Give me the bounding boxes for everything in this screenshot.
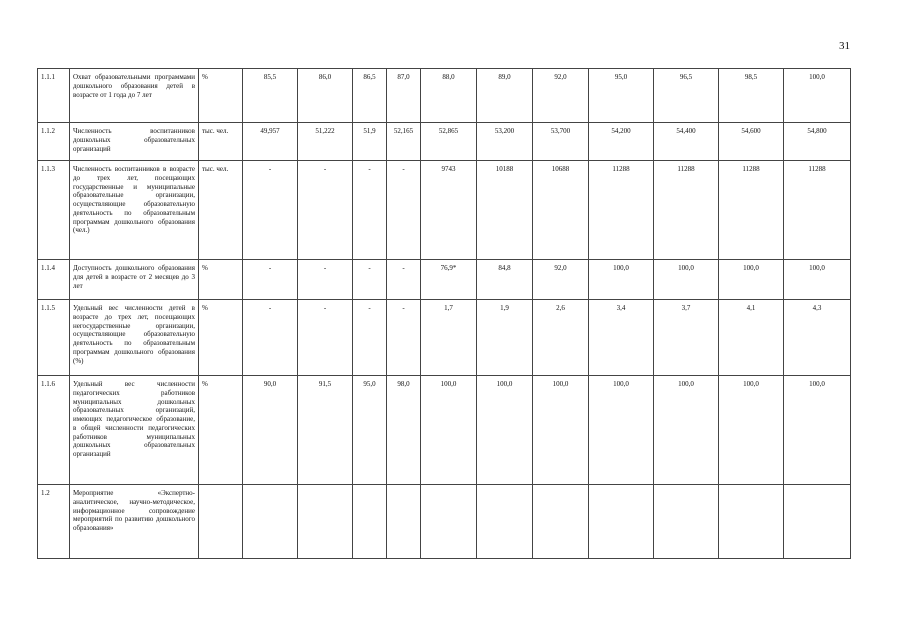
value-cell: 4,3 xyxy=(784,300,851,376)
value-cell: 92,0 xyxy=(533,69,589,123)
value-cell: 3,7 xyxy=(654,300,719,376)
row-number: 1.1.5 xyxy=(38,300,70,376)
value-cell: 100,0 xyxy=(654,376,719,485)
value-cell: 98,0 xyxy=(387,376,421,485)
row-number: 1.2 xyxy=(38,485,70,559)
value-cell: 95,0 xyxy=(353,376,387,485)
value-cell xyxy=(387,485,421,559)
page-number: 31 xyxy=(839,40,850,52)
value-cell: 87,0 xyxy=(387,69,421,123)
row-number: 1.1.1 xyxy=(38,69,70,123)
value-cell: 100,0 xyxy=(719,260,784,300)
value-cell: 10688 xyxy=(533,161,589,260)
value-cell: - xyxy=(243,260,298,300)
value-cell xyxy=(784,485,851,559)
indicator-name: Численность воспитанников в возрасте до трех лет, посещающих государственные и муниципальные образовательные организации, осуществляющие образовательную деятельность по образовательным программам дошкольного образования (чел.) xyxy=(70,161,199,260)
unit-cell: тыс. чел. xyxy=(199,123,243,161)
row-number: 1.1.2 xyxy=(38,123,70,161)
value-cell: 90,0 xyxy=(243,376,298,485)
value-cell: 11288 xyxy=(784,161,851,260)
value-cell: 52,165 xyxy=(387,123,421,161)
value-cell: 11288 xyxy=(654,161,719,260)
value-cell: 10188 xyxy=(477,161,533,260)
value-cell: 1,7 xyxy=(421,300,477,376)
value-cell: - xyxy=(298,260,353,300)
value-cell: - xyxy=(387,161,421,260)
value-cell: 54,800 xyxy=(784,123,851,161)
value-cell: 89,0 xyxy=(477,69,533,123)
value-cell: 54,400 xyxy=(654,123,719,161)
value-cell: 100,0 xyxy=(421,376,477,485)
value-cell: 2,6 xyxy=(533,300,589,376)
value-cell: 100,0 xyxy=(784,260,851,300)
value-cell: 11288 xyxy=(719,161,784,260)
value-cell: 88,0 xyxy=(421,69,477,123)
value-cell: 1,9 xyxy=(477,300,533,376)
value-cell xyxy=(353,485,387,559)
indicator-name: Охват образовательными программами дошкольного образования детей в возрасте от 1 года до 7 лет xyxy=(70,69,199,123)
value-cell: 100,0 xyxy=(477,376,533,485)
table-row xyxy=(38,300,851,376)
value-cell: 52,865 xyxy=(421,123,477,161)
row-number: 1.1.3 xyxy=(38,161,70,260)
row-number: 1.1.4 xyxy=(38,260,70,300)
value-cell: - xyxy=(298,161,353,260)
value-cell xyxy=(533,485,589,559)
value-cell xyxy=(421,485,477,559)
value-cell: 95,0 xyxy=(589,69,654,123)
value-cell xyxy=(298,485,353,559)
value-cell: 98,5 xyxy=(719,69,784,123)
indicator-name: Удельный вес численности педагогических работников муниципальных дошкольных образовательных организаций, имеющих педагогическое образование, в общей численности педагогических работников муниципальных дошкольных образовательных организаций xyxy=(70,376,199,485)
value-cell: - xyxy=(353,300,387,376)
value-cell xyxy=(589,485,654,559)
indicator-name: Доступность дошкольного образования для детей в возрасте от 2 месяцев до 3 лет xyxy=(70,260,199,300)
value-cell: 4,1 xyxy=(719,300,784,376)
unit-cell: % xyxy=(199,300,243,376)
indicator-name: Удельный вес численности детей в возрасте до трех лет, посещающих негосударственные организации, осуществляющие образовательную деятельность по образовательным программам дошкольного образования (%) xyxy=(70,300,199,376)
value-cell: - xyxy=(298,300,353,376)
value-cell: 100,0 xyxy=(654,260,719,300)
value-cell: 100,0 xyxy=(589,376,654,485)
value-cell: 85,5 xyxy=(243,69,298,123)
value-cell: 100,0 xyxy=(589,260,654,300)
table-row xyxy=(38,485,851,559)
unit-cell: % xyxy=(199,376,243,485)
value-cell: 96,5 xyxy=(654,69,719,123)
value-cell: 53,700 xyxy=(533,123,589,161)
table-row xyxy=(38,69,851,123)
value-cell: - xyxy=(387,260,421,300)
value-cell: 100,0 xyxy=(784,376,851,485)
value-cell: - xyxy=(353,260,387,300)
unit-cell xyxy=(199,485,243,559)
value-cell: 92,0 xyxy=(533,260,589,300)
value-cell: 49,957 xyxy=(243,123,298,161)
value-cell: 91,5 xyxy=(298,376,353,485)
value-cell xyxy=(243,485,298,559)
table-row xyxy=(38,161,851,260)
value-cell: 84,8 xyxy=(477,260,533,300)
value-cell: 3,4 xyxy=(589,300,654,376)
value-cell: - xyxy=(387,300,421,376)
indicator-name: Численность воспитанников дошкольных образовательных организаций xyxy=(70,123,199,161)
unit-cell: % xyxy=(199,260,243,300)
table-row xyxy=(38,123,851,161)
value-cell: 54,600 xyxy=(719,123,784,161)
table-row xyxy=(38,260,851,300)
value-cell: 54,200 xyxy=(589,123,654,161)
value-cell: - xyxy=(243,161,298,260)
value-cell: 100,0 xyxy=(719,376,784,485)
value-cell xyxy=(654,485,719,559)
table-row xyxy=(38,376,851,485)
value-cell: 51,9 xyxy=(353,123,387,161)
value-cell: 51,222 xyxy=(298,123,353,161)
value-cell: 9743 xyxy=(421,161,477,260)
unit-cell: тыс. чел. xyxy=(199,161,243,260)
value-cell: 53,200 xyxy=(477,123,533,161)
value-cell: 76,9* xyxy=(421,260,477,300)
value-cell: - xyxy=(353,161,387,260)
indicator-name: Мероприятие «Экспертно-аналитическое, научно-методическое, информационное сопровождение мероприятий по развитию дошкольного образования» xyxy=(70,485,199,559)
indicators-table xyxy=(37,68,851,559)
value-cell: - xyxy=(243,300,298,376)
value-cell: 86,5 xyxy=(353,69,387,123)
value-cell xyxy=(719,485,784,559)
value-cell: 86,0 xyxy=(298,69,353,123)
unit-cell: % xyxy=(199,69,243,123)
value-cell: 100,0 xyxy=(533,376,589,485)
value-cell: 100,0 xyxy=(784,69,851,123)
value-cell xyxy=(477,485,533,559)
row-number: 1.1.6 xyxy=(38,376,70,485)
value-cell: 11288 xyxy=(589,161,654,260)
